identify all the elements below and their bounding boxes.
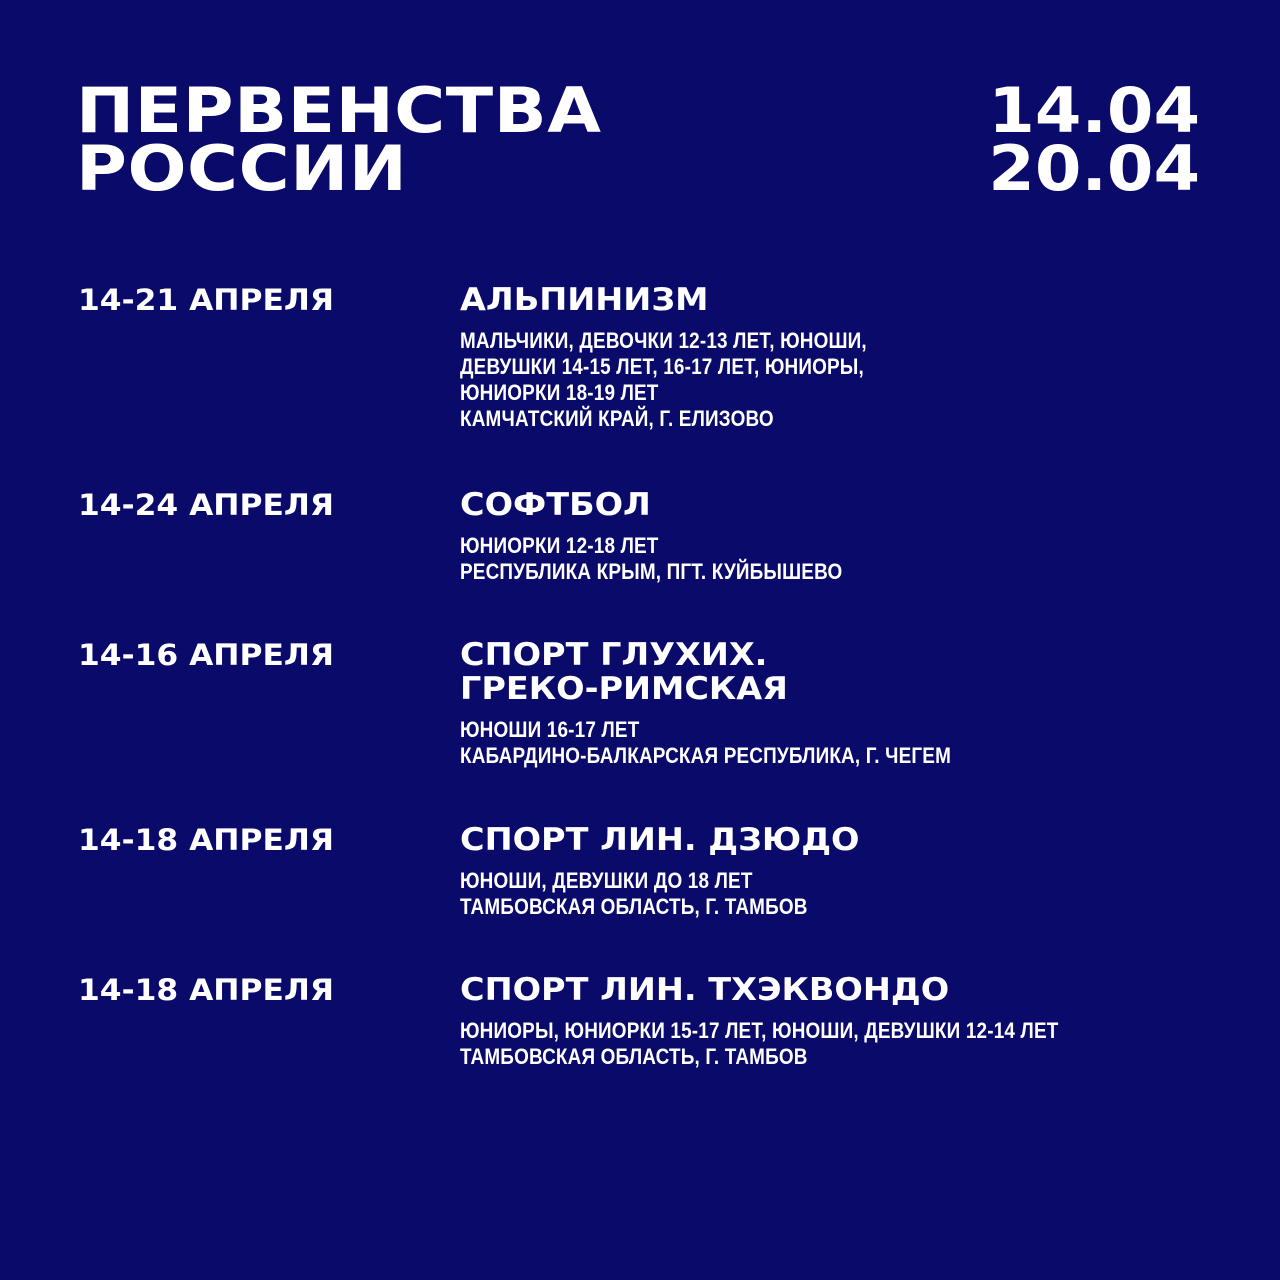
event-sport — [460, 823, 1268, 857]
title-line-1: ПЕРВЕНСТВА — [76, 74, 602, 147]
event-item — [78, 488, 1208, 638]
event-detail-line: ТАМБОВСКАЯ ОБЛАСТЬ, Г. ТАМБОВ — [460, 1044, 808, 1069]
event-body — [460, 488, 1208, 585]
event-item — [78, 973, 1208, 1093]
event-sport-line: СПОРТ ГЛУХИХ. — [460, 637, 768, 673]
event-details — [460, 1018, 1103, 1070]
event-sport — [460, 638, 1268, 706]
event-body — [460, 283, 1208, 432]
event-detail-line: ЮНОШИ, ДЕВУШКИ ДО 18 ЛЕТ — [460, 868, 753, 893]
event-details — [460, 868, 1103, 920]
event-dates: 14-21 АПРЕЛЯ — [78, 283, 335, 317]
event-list — [78, 283, 1208, 1093]
page-title — [76, 74, 602, 205]
event-dates: 14-18 АПРЕЛЯ — [78, 823, 335, 857]
event-detail-line: ДЕВУШКИ 14-15 ЛЕТ, 16-17 ЛЕТ, ЮНИОРЫ, — [460, 354, 864, 379]
event-dates: 14-24 АПРЕЛЯ — [78, 488, 335, 522]
event-body — [460, 823, 1208, 920]
event-sport-line: СОФТБОЛ — [460, 487, 651, 523]
event-detail-line: ЮНИОРЫ, ЮНИОРКИ 15-17 ЛЕТ, ЮНОШИ, ДЕВУШКИ 12-14 ЛЕТ — [460, 1018, 1059, 1043]
event-details — [460, 533, 1103, 585]
event-item — [78, 283, 1208, 488]
event-dates: 14-16 АПРЕЛЯ — [78, 638, 335, 672]
event-detail-line: КАБАРДИНО-БАЛКАРСКАЯ РЕСПУБЛИКА, Г. ЧЕГЕМ — [460, 743, 952, 768]
event-details — [460, 717, 1103, 769]
event-sport — [460, 973, 1268, 1007]
event-sport-line: ГРЕКО-РИМСКАЯ — [460, 671, 788, 707]
event-sport-line: АЛЬПИНИЗМ — [460, 282, 709, 318]
date-to: 20.04 — [988, 132, 1200, 205]
event-detail-line: ЮНОШИ 16-17 ЛЕТ — [460, 717, 640, 742]
event-detail-line: МАЛЬЧИКИ, ДЕВОЧКИ 12-13 ЛЕТ, ЮНОШИ, — [460, 328, 867, 353]
event-detail-line: ЮНИОРКИ 12-18 ЛЕТ — [460, 533, 659, 558]
event-item — [78, 638, 1208, 823]
event-sport-line: СПОРТ ЛИН. ДЗЮДО — [460, 822, 860, 858]
week-date-range — [988, 74, 1200, 205]
event-body — [460, 638, 1208, 769]
event-sport — [460, 488, 1268, 522]
date-from: 14.04 — [988, 74, 1200, 147]
event-sport-line: СПОРТ ЛИН. ТХЭКВОНДО — [460, 972, 950, 1008]
event-item — [78, 823, 1208, 973]
event-detail-line: ЮНИОРКИ 18-19 ЛЕТ — [460, 380, 659, 405]
event-details — [460, 328, 1103, 432]
title-line-2: РОССИИ — [76, 132, 408, 205]
event-body — [460, 973, 1208, 1070]
event-dates: 14-18 АПРЕЛЯ — [78, 973, 335, 1007]
event-sport — [460, 283, 1268, 317]
event-detail-line: ТАМБОВСКАЯ ОБЛАСТЬ, Г. ТАМБОВ — [460, 894, 808, 919]
event-detail-line: РЕСПУБЛИКА КРЫМ, ПГТ. КУЙБЫШЕВО — [460, 559, 843, 584]
event-detail-line: КАМЧАТСКИЙ КРАЙ, Г. ЕЛИЗОВО — [460, 406, 774, 431]
